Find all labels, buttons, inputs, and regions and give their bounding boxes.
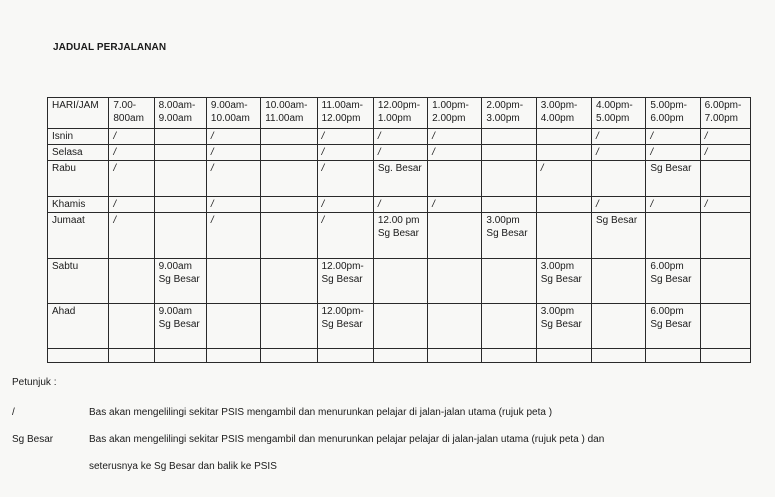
schedule-cell [428, 349, 482, 363]
schedule-cell: / [700, 197, 750, 213]
day-cell: Sabtu [48, 259, 109, 304]
schedule-cell: 3.00pm Sg Besar [482, 213, 536, 259]
schedule-cell: / [536, 161, 591, 197]
table-row [48, 259, 751, 304]
schedule-cell: / [206, 213, 260, 259]
schedule-cell [428, 213, 482, 259]
schedule-cell [154, 161, 206, 197]
schedule-cell [536, 197, 591, 213]
day-cell: Selasa [48, 145, 109, 161]
schedule-cell: Sg Besar [646, 161, 700, 197]
schedule-cell [428, 161, 482, 197]
table-row [48, 161, 751, 197]
schedule-cell: / [317, 213, 373, 259]
schedule-cell: / [373, 129, 427, 145]
schedule-cell: 3.00pm Sg Besar [536, 304, 591, 349]
day-cell: Isnin [48, 129, 109, 145]
schedule-cell [261, 161, 317, 197]
schedule-cell [592, 259, 646, 304]
header-cell: 2.00pm-3.00pm [482, 98, 536, 129]
schedule-cell: / [700, 145, 750, 161]
schedule-cell [536, 349, 591, 363]
schedule-cell: / [206, 129, 260, 145]
day-cell [48, 349, 109, 363]
header-cell: 9.00am-10.00am [206, 98, 260, 129]
schedule-cell [482, 145, 536, 161]
schedule-cell: / [206, 161, 260, 197]
schedule-cell: 9.00am Sg Besar [154, 259, 206, 304]
header-cell: 7.00-800am [109, 98, 154, 129]
schedule-cell [482, 161, 536, 197]
schedule-cell: / [646, 197, 700, 213]
schedule-cell [700, 161, 750, 197]
header-cell: 3.00pm-4.00pm [536, 98, 591, 129]
schedule-cell [700, 304, 750, 349]
schedule-cell [261, 145, 317, 161]
schedule-cell: / [646, 129, 700, 145]
schedule-cell [373, 259, 427, 304]
schedule-cell [154, 197, 206, 213]
legend-text-sg-besar: Bas akan mengelilingi sekitar PSIS mengambil dan menurunkan pelajar pelajar di jalan-jalan utama (rujuk peta ) dan [89, 434, 605, 445]
schedule-cell: / [428, 129, 482, 145]
schedule-cell: / [373, 197, 427, 213]
table-header-row [48, 98, 751, 129]
table-row [48, 197, 751, 213]
legend-key-slash: / [12, 407, 15, 418]
schedule-cell: 6.00pm Sg Besar [646, 304, 700, 349]
schedule-cell [536, 213, 591, 259]
schedule-cell: 12.00pm-Sg Besar [317, 259, 373, 304]
schedule-cell [482, 349, 536, 363]
schedule-cell [261, 349, 317, 363]
schedule-cell: 12.00 pm Sg Besar [373, 213, 427, 259]
schedule-cell: / [428, 145, 482, 161]
schedule-cell: / [592, 145, 646, 161]
legend-key-sg-besar: Sg Besar [12, 434, 54, 445]
schedule-cell: 3.00pm Sg Besar [536, 259, 591, 304]
schedule-cell: / [109, 213, 154, 259]
schedule-cell: / [109, 161, 154, 197]
schedule-cell [482, 197, 536, 213]
schedule-cell: / [592, 197, 646, 213]
header-cell: HARI/JAM [48, 98, 109, 129]
table-row [48, 213, 751, 259]
schedule-cell [261, 197, 317, 213]
day-cell: Khamis [48, 197, 109, 213]
legend-text-continuation: seterusnya ke Sg Besar dan balik ke PSIS [89, 461, 277, 472]
schedule-cell: / [317, 197, 373, 213]
schedule-cell [646, 213, 700, 259]
schedule-cell [592, 161, 646, 197]
schedule-cell [592, 349, 646, 363]
legend-text-slash: Bas akan mengelilingi sekitar PSIS mengambil dan menurunkan pelajar di jalan-jalan utama (rujuk peta ) [89, 407, 553, 418]
schedule-cell: / [317, 145, 373, 161]
schedule-cell: / [700, 129, 750, 145]
day-cell: Ahad [48, 304, 109, 349]
schedule-cell: Sg. Besar [373, 161, 427, 197]
schedule-cell: / [373, 145, 427, 161]
header-cell: 10.00am-11.00am [261, 98, 317, 129]
schedule-cell: / [428, 197, 482, 213]
schedule-cell: 9.00am Sg Besar [154, 304, 206, 349]
schedule-cell [206, 349, 260, 363]
schedule-cell: / [109, 197, 154, 213]
schedule-cell [428, 259, 482, 304]
schedule-cell [700, 259, 750, 304]
table-row [48, 145, 751, 161]
schedule-cell [261, 259, 317, 304]
schedule-cell [261, 304, 317, 349]
schedule-cell: Sg Besar [592, 213, 646, 259]
schedule-cell [154, 213, 206, 259]
schedule-cell [536, 145, 591, 161]
schedule-cell [109, 304, 154, 349]
header-cell: 11.00am-12.00pm [317, 98, 373, 129]
schedule-cell [109, 259, 154, 304]
schedule-cell [646, 349, 700, 363]
schedule-cell [482, 304, 536, 349]
schedule-cell [261, 129, 317, 145]
schedule-cell [317, 349, 373, 363]
day-cell: Rabu [48, 161, 109, 197]
schedule-cell: / [592, 129, 646, 145]
schedule-cell: / [206, 197, 260, 213]
schedule-cell [261, 213, 317, 259]
schedule-cell [373, 349, 427, 363]
day-cell: Jumaat [48, 213, 109, 259]
schedule-cell: / [109, 145, 154, 161]
header-cell: 12.00pm-1.00pm [373, 98, 427, 129]
schedule-cell [154, 145, 206, 161]
schedule-cell [428, 304, 482, 349]
schedule-cell: / [646, 145, 700, 161]
header-cell: 6.00pm-7.00pm [700, 98, 750, 129]
schedule-cell: / [109, 129, 154, 145]
table-row [48, 129, 751, 145]
schedule-cell: / [317, 129, 373, 145]
schedule-cell: / [206, 145, 260, 161]
schedule-cell [536, 129, 591, 145]
schedule-cell [592, 304, 646, 349]
schedule-cell [700, 213, 750, 259]
header-cell: 8.00am-9.00am [154, 98, 206, 129]
schedule-cell: 12.00pm-Sg Besar [317, 304, 373, 349]
notes-label: Petunjuk : [12, 377, 57, 388]
schedule-cell [154, 129, 206, 145]
schedule-cell: / [317, 161, 373, 197]
schedule-cell [373, 304, 427, 349]
schedule-cell [154, 349, 206, 363]
schedule-cell [109, 349, 154, 363]
schedule-cell [482, 259, 536, 304]
table-row [48, 349, 751, 363]
schedule-cell [206, 304, 260, 349]
schedule-cell: 6.00pm Sg Besar [646, 259, 700, 304]
schedule-cell [206, 259, 260, 304]
schedule-cell [700, 349, 750, 363]
schedule-table [47, 97, 751, 363]
schedule-cell [482, 129, 536, 145]
header-cell: 5.00pm-6.00pm [646, 98, 700, 129]
table-row [48, 304, 751, 349]
header-cell: 4.00pm-5.00pm [592, 98, 646, 129]
page-title: JADUAL PERJALANAN [53, 42, 167, 53]
header-cell: 1.00pm-2.00pm [428, 98, 482, 129]
